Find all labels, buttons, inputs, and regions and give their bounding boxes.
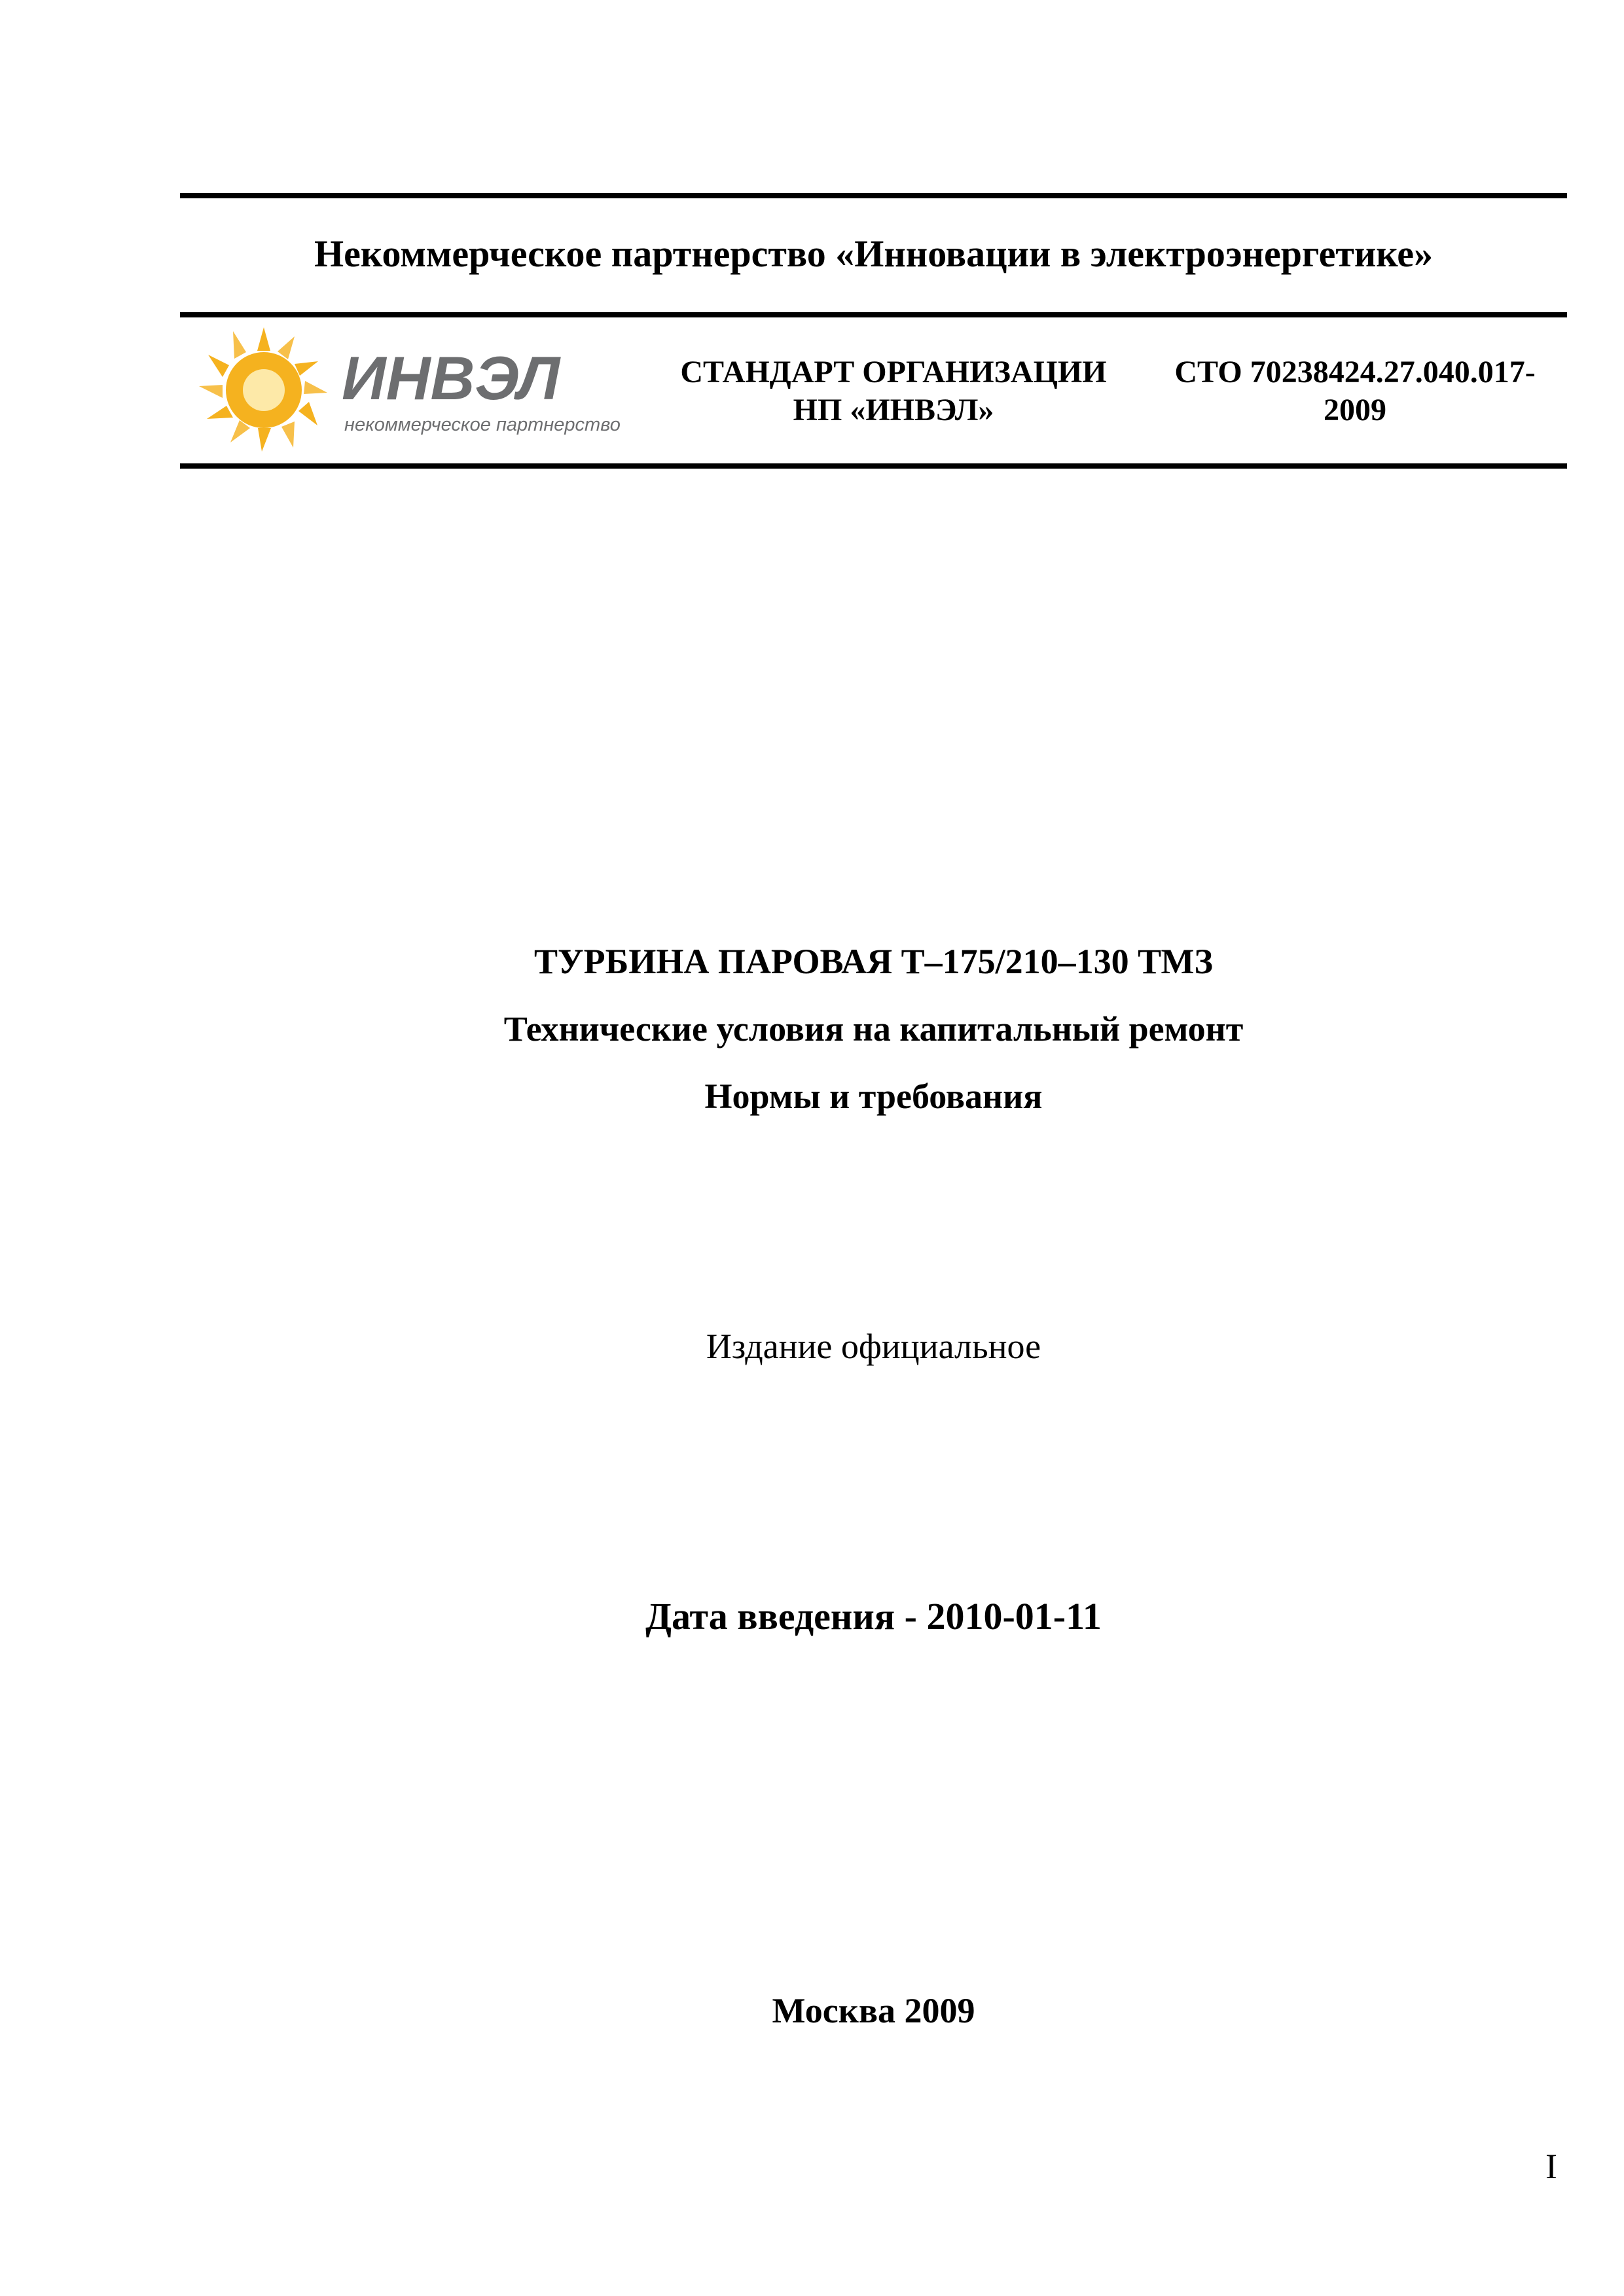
standard-code-line2: 2009 <box>1324 392 1386 427</box>
top-rule <box>180 193 1567 198</box>
introduction-date: Дата введения - 2010-01-11 <box>645 1595 1102 1638</box>
document-subtitle-2: Нормы и требования <box>704 1077 1043 1116</box>
document-title: ТУРБИНА ПАРОВАЯ Т–175/210–130 ТМЗ <box>534 942 1213 981</box>
edition-note: Издание официальное <box>706 1327 1041 1366</box>
standard-label-line2: НП «ИНВЭЛ» <box>793 392 994 427</box>
organization-title: Некоммерческое партнерство «Инновации в электроэнергетике» <box>314 232 1433 275</box>
standard-code-line1: СТО 70238424.27.040.017- <box>1174 355 1536 389</box>
standard-code <box>1152 353 1558 429</box>
logo-wordmark: ИНВЭЛ <box>342 344 560 412</box>
document-subtitle: Технические условия на капитальный ремонт <box>503 1009 1244 1049</box>
standard-label <box>655 353 1132 429</box>
logo-tagline: некоммерческое партнерство <box>344 414 621 435</box>
city-year: Москва 2009 <box>772 1991 975 2030</box>
bottom-rule <box>180 463 1567 469</box>
page-number: I <box>1545 2147 1557 2186</box>
invel-logo <box>196 322 628 453</box>
document-title-block <box>180 928 1567 1130</box>
standard-label-line1: СТАНДАРТ ОРГАНИЗАЦИИ <box>680 355 1107 389</box>
sun-center <box>243 369 285 411</box>
middle-rule <box>180 312 1567 317</box>
sun-logo-icon <box>196 322 628 453</box>
